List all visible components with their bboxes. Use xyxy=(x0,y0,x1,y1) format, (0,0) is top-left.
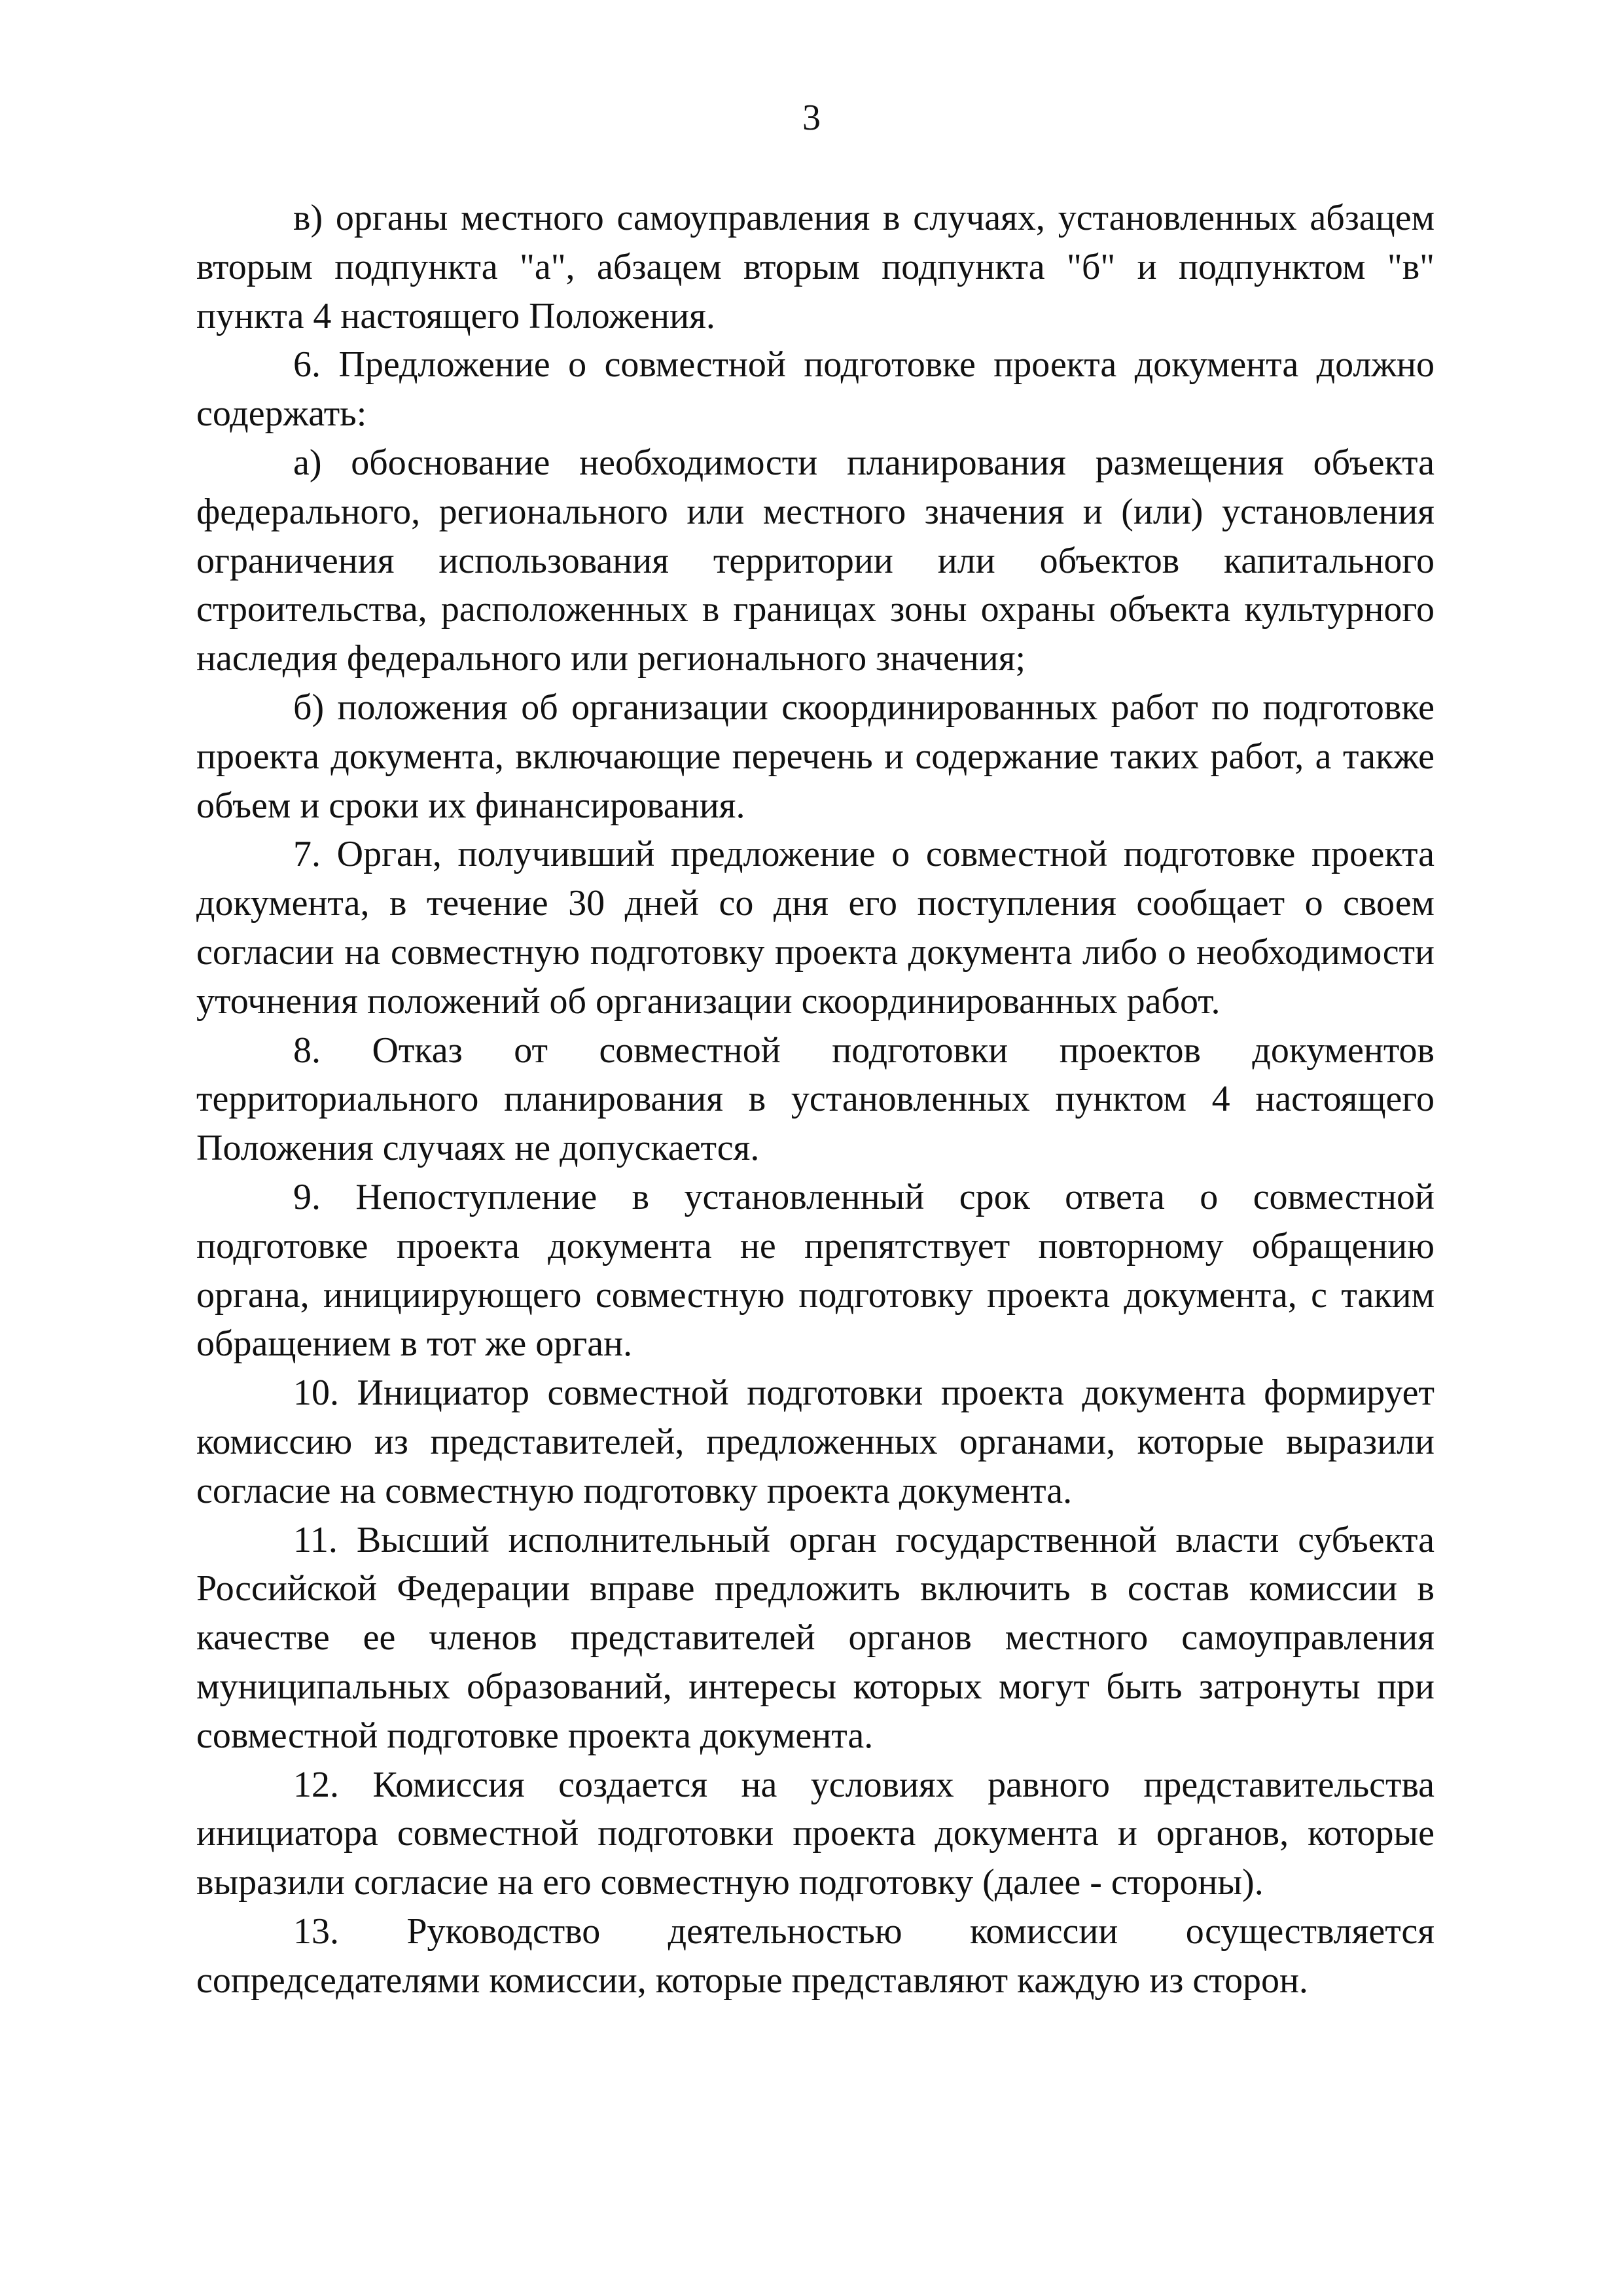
paragraph-clause-8: 8. Отказ от совместной подготовки проектов документов территориального планирования в установленных пунктом 4 настоящего Положения случаях не допускается. xyxy=(196,1030,1435,1169)
paragraph-clause-9: 9. Непоступление в установленный срок ответа о совместной подготовке проекта документа не препятствует повторному обращению органа, инициирующего совместную подготовку проекта документа, с таким обращением в тот же орган. xyxy=(196,1176,1435,1365)
paragraph-clause-13: 13. Руководство деятельностью комиссии осуществляется сопредседателями комиссии, которые представляют каждую из сторон. xyxy=(196,1910,1435,2001)
paragraph-clause-5v: в) органы местного самоуправления в случаях, установленных абзацем вторым подпункта "а", абзацем вторым подпункта "б" и подпунктом "в" пункта 4 настоящего Положения. xyxy=(196,198,1435,336)
document-body xyxy=(196,194,1435,2005)
paragraph-clause-6: 6. Предложение о совместной подготовке проекта документа должно содержать: xyxy=(196,344,1435,435)
page-number: 3 xyxy=(802,98,821,138)
paragraph-clause-11: 11. Высший исполнительный орган государственной власти субъекта Российской Федерации вправе предложить включить в состав комиссии в качестве ее членов представителей органов местного самоуправления муниципальных образований, интересы которых могут быть затронуты при совместной подготовке проекта документа. xyxy=(196,1519,1435,1756)
paragraph-clause-7: 7. Орган, получивший предложение о совместной подготовке проекта документа, в течение 30 дней со дня его поступления сообщает о своем согласии на совместную подготовку проекта документа либо о необходимости уточнения положений об организации скоординированных работ. xyxy=(196,834,1435,1022)
paragraph-clause-6a: а) обоснование необходимости планирования размещения объекта федерального, регионального или местного значения и (или) установления ограничения использования территории или объектов капитального строительства, расположенных в границах зоны охраны объекта культурного наследия федерального или регионального значения; xyxy=(196,442,1435,679)
paragraph-clause-12: 12. Комиссия создается на условиях равного представительства инициатора совместной подготовки проекта документа и органов, которые выразили согласие на его совместную подготовку (далее - стороны). xyxy=(196,1764,1435,1903)
paragraph-clause-6b: б) положения об организации скоординированных работ по подготовке проекта документа, включающие перечень и содержание таких работ, а также объем и сроки их финансирования. xyxy=(196,687,1435,826)
paragraph-clause-10: 10. Инициатор совместной подготовки проекта документа формирует комиссию из представителей, предложенных органами, которые выразили согласие на совместную подготовку проекта документа. xyxy=(196,1372,1435,1511)
